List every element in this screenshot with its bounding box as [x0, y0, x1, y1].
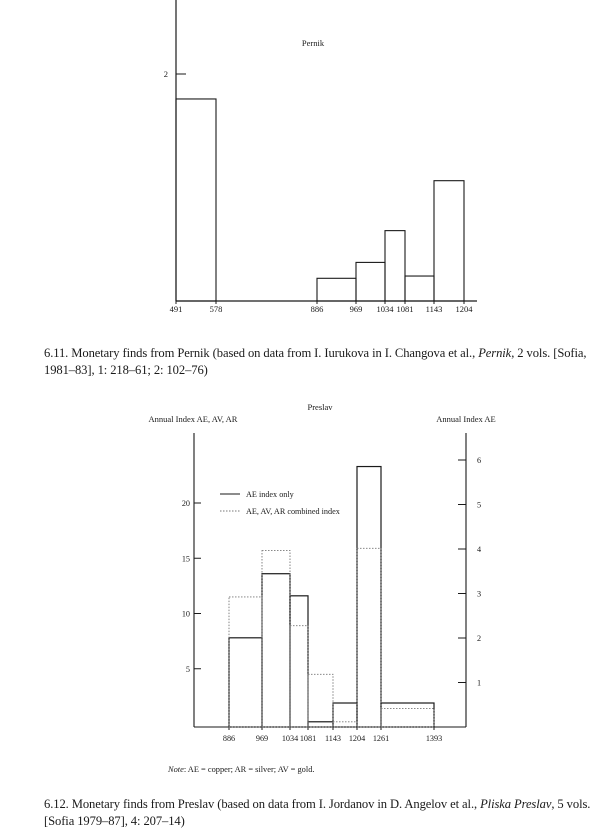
- caption-text: , 5 vols. [Sofia 1979–87], 4: 207–14): [44, 797, 591, 828]
- x-tick-label: 886: [310, 304, 324, 314]
- histogram-bar: [356, 262, 385, 301]
- right-y-tick-label: 5: [477, 500, 482, 510]
- left-y-tick-label: 20: [181, 499, 190, 508]
- x-tick-label: 1204: [455, 304, 473, 314]
- x-tick-label: 1261: [372, 734, 390, 743]
- figure-caption-6-11: [44, 345, 596, 379]
- left-axis-label: Annual Index AE, AV, AR: [148, 414, 238, 424]
- x-tick-label: 1204: [348, 734, 366, 743]
- x-tick-label: 1143: [425, 304, 443, 314]
- x-tick-label: 969: [349, 304, 363, 314]
- x-tick-label: 491: [169, 304, 183, 314]
- histogram-bar: [385, 231, 405, 301]
- x-tick-label: 1143: [324, 734, 342, 743]
- ae-index-bar: [262, 574, 290, 727]
- combined-index-bar: [229, 597, 262, 727]
- ae-index-bar: [229, 638, 262, 727]
- pernik-chart: [0, 0, 601, 330]
- legend-label: AE index only: [246, 490, 294, 499]
- ae-index-bar: [290, 596, 308, 727]
- right-y-tick-label: 3: [477, 589, 482, 599]
- x-tick-label: 886: [222, 734, 236, 743]
- chart-note: [168, 765, 314, 774]
- combined-index-bar: [262, 551, 290, 727]
- chart-title: Pernik: [301, 38, 325, 48]
- combined-index-bar: [308, 674, 333, 727]
- right-axis-label: Annual Index AE: [436, 414, 496, 424]
- ae-index-bar: [381, 703, 434, 727]
- x-tick-label: 578: [209, 304, 223, 314]
- chart-title: Preslav: [307, 402, 333, 412]
- left-y-tick-label: 15: [181, 554, 190, 564]
- x-tick-label: 1081: [299, 734, 317, 743]
- note-label: Note: [168, 765, 184, 774]
- left-y-tick-label: 5: [185, 664, 190, 674]
- combined-index-bar: [290, 626, 308, 727]
- x-tick-label: 1393: [425, 734, 443, 743]
- combined-index-bar: [333, 722, 357, 727]
- right-y-tick-label: 2: [477, 634, 482, 643]
- preslav-chart: [0, 395, 601, 755]
- right-y-tick-label: 6: [477, 456, 482, 465]
- left-y-tick-label: 10: [181, 609, 190, 619]
- caption-text: , 2 vols. [Sofia, 1981–83], 1: 218–61; 2: 102–76): [44, 346, 587, 377]
- histogram-bar: [405, 276, 434, 301]
- ae-index-bar: [333, 703, 357, 727]
- ae-index-bar: [357, 467, 381, 727]
- note-text: : AE = copper; AR = silver; AV = gold.: [183, 765, 315, 774]
- x-tick-label: 1034: [281, 734, 299, 743]
- combined-index-bar: [357, 548, 381, 727]
- x-tick-label: 1081: [396, 304, 414, 314]
- figure-caption-6-12: [44, 796, 596, 830]
- histogram-bar: [317, 278, 356, 301]
- caption-italic-title: Pliska Preslav: [480, 797, 552, 811]
- ae-index-bar: [308, 722, 333, 727]
- caption-text: 6.11. Monetary finds from Pernik (based on data from I. Iurukova in I. Changova et al.,: [44, 346, 479, 360]
- caption-italic-title: Pernik: [478, 346, 512, 360]
- legend-label: AE, AV, AR combined index: [246, 507, 340, 516]
- histogram-bar: [434, 181, 464, 301]
- right-y-tick-label: 4: [477, 545, 482, 554]
- legend: [220, 490, 340, 516]
- histogram-bar: [176, 99, 216, 301]
- combined-index-bar: [381, 709, 434, 727]
- caption-text: 6.12. Monetary finds from Preslav (based on data from I. Jordanov in D. Angelov et al.,: [44, 797, 481, 811]
- y-tick-label: 2: [163, 69, 168, 79]
- x-tick-label: 1034: [376, 304, 394, 314]
- x-tick-label: 969: [255, 734, 269, 743]
- right-y-tick-label: 1: [477, 678, 482, 688]
